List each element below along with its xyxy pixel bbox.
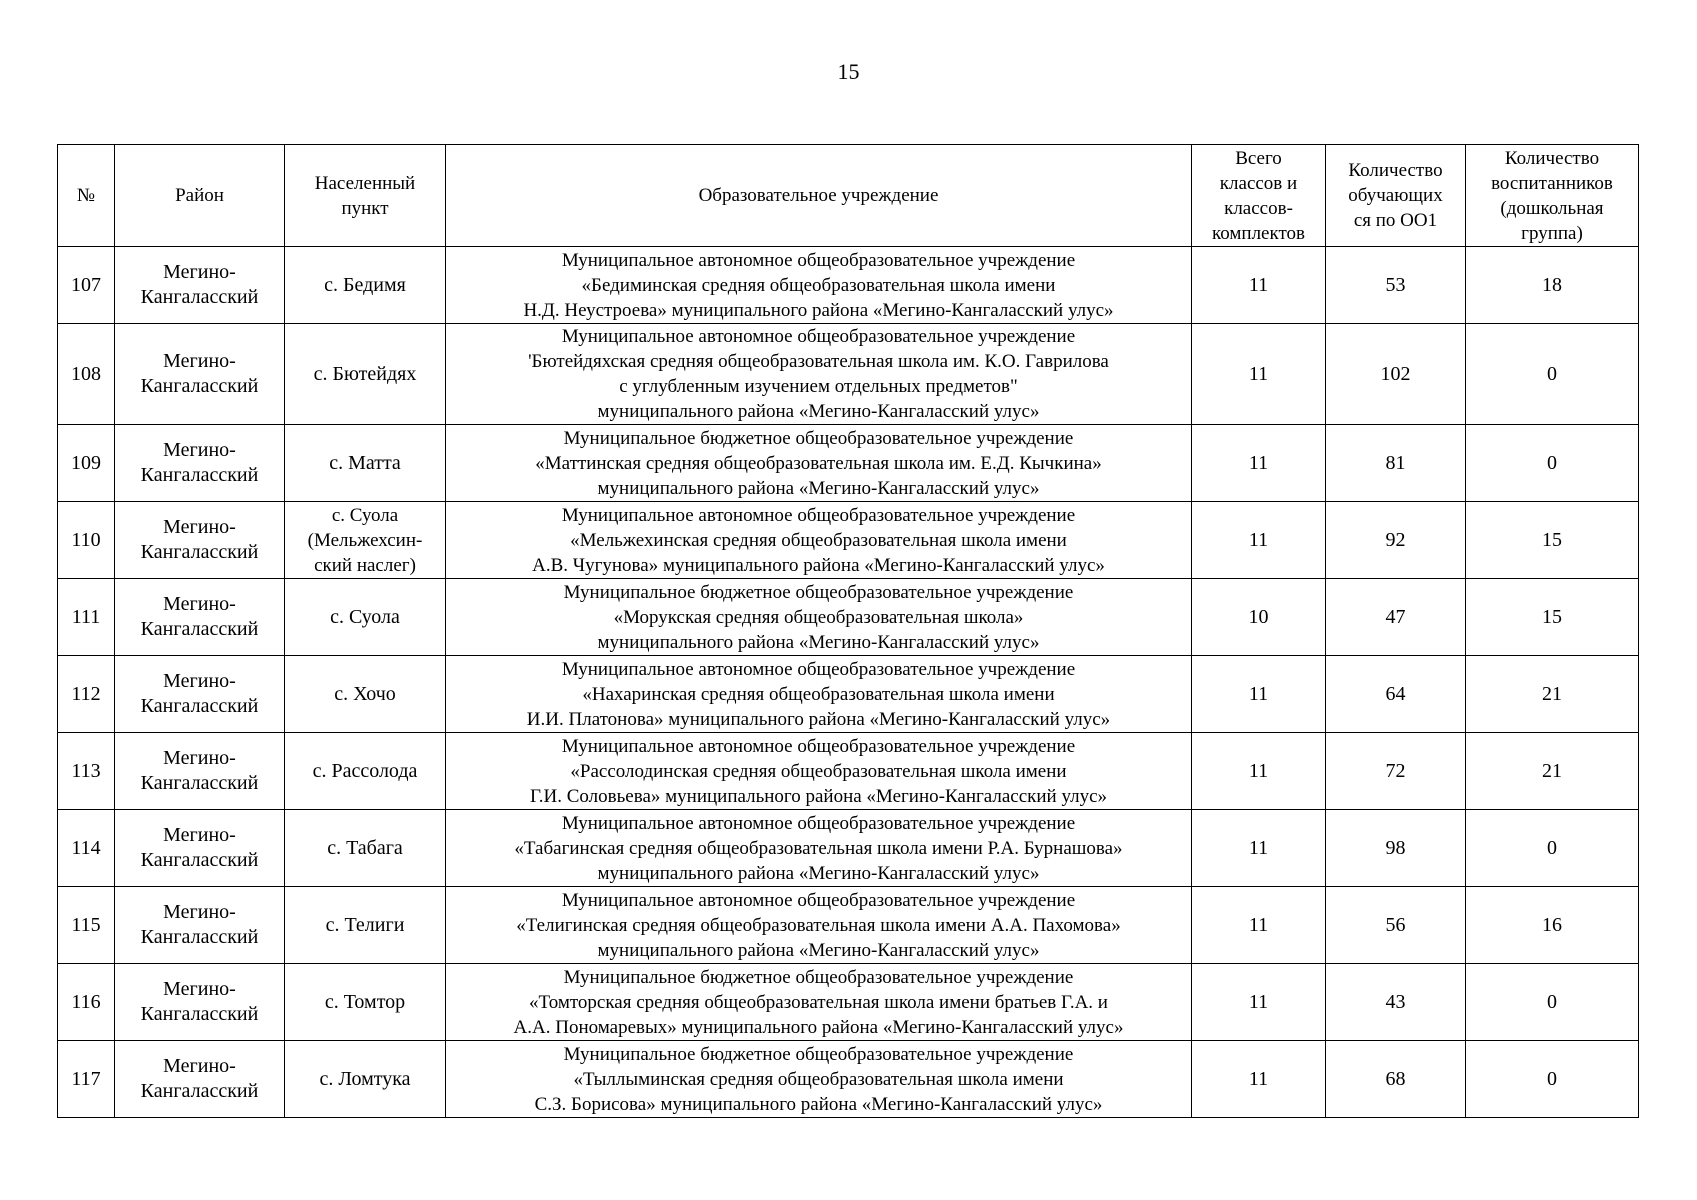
cell-pupils: 0 bbox=[1466, 324, 1639, 425]
text-line: Муниципальное автономное общеобразовательное учреждение bbox=[561, 812, 1076, 834]
text-line: Кангаласский bbox=[140, 1080, 259, 1102]
text-line: Муниципальное автономное общеобразовательное учреждение bbox=[561, 889, 1076, 911]
cell-students: 102 bbox=[1326, 324, 1466, 425]
text-line: Количество bbox=[1504, 147, 1600, 169]
cell-settlement bbox=[285, 964, 446, 1041]
cell-pupils: 21 bbox=[1466, 656, 1639, 733]
text-line: Муниципальное автономное общеобразовательное учреждение bbox=[561, 326, 1076, 347]
cell-district bbox=[115, 502, 285, 579]
text-line: А.А. Пономаревых» муниципального района «Мегино-Кангаласский улус» bbox=[513, 1016, 1124, 1038]
header-settlement bbox=[285, 145, 446, 247]
page-number: 15 bbox=[837, 59, 860, 84]
header-district: Район bbox=[115, 145, 285, 247]
text-line: «Рассолодинская средняя общеобразовательная школа имени bbox=[570, 760, 1067, 782]
text-line: комплектов bbox=[1211, 222, 1305, 244]
cell-classes: 11 bbox=[1192, 324, 1326, 425]
table-row bbox=[58, 247, 1639, 324]
header-num: № bbox=[58, 145, 115, 247]
text-line: Мегино- bbox=[163, 978, 236, 1000]
institutions-table bbox=[57, 144, 1639, 1118]
cell-pupils: 0 bbox=[1466, 810, 1639, 887]
text-line: с. Бедимя bbox=[324, 273, 406, 296]
cell-institution bbox=[446, 964, 1192, 1041]
cell-institution bbox=[446, 579, 1192, 656]
text-line: с. Хочо bbox=[334, 682, 396, 705]
text-line: Кангаласский bbox=[140, 695, 259, 717]
cell-district bbox=[115, 810, 285, 887]
text-line: муниципального района «Мегино-Кангаласский улус» bbox=[597, 862, 1040, 884]
text-line: Муниципальное бюджетное общеобразовательное учреждение bbox=[563, 1043, 1074, 1065]
cell-settlement bbox=[285, 656, 446, 733]
text-line: Муниципальное бюджетное общеобразовательное учреждение bbox=[563, 427, 1074, 449]
text-line: Населенный bbox=[314, 172, 416, 194]
text-line: Кангаласский bbox=[140, 464, 259, 486]
cell-classes: 11 bbox=[1192, 502, 1326, 579]
text-line: Мегино- bbox=[163, 747, 236, 769]
text-line: И.И. Платонова» муниципального района «Мегино-Кангаласский улус» bbox=[526, 708, 1111, 730]
table-row bbox=[58, 579, 1639, 656]
text-line: Г.И. Соловьева» муниципального района «Мегино-Кангаласский улус» bbox=[529, 785, 1108, 807]
table-row bbox=[58, 425, 1639, 502]
table-header bbox=[58, 145, 1639, 247]
table-row bbox=[58, 964, 1639, 1041]
cell-num: 108 bbox=[58, 324, 115, 425]
cell-institution bbox=[446, 656, 1192, 733]
cell-num: 112 bbox=[58, 656, 115, 733]
cell-classes: 11 bbox=[1192, 964, 1326, 1041]
text-line: Муниципальное бюджетное общеобразовательное учреждение bbox=[563, 966, 1074, 988]
text-line: ский наслег) bbox=[314, 554, 416, 576]
text-line: с. Ломтука bbox=[319, 1067, 411, 1090]
table-row bbox=[58, 656, 1639, 733]
cell-district bbox=[115, 247, 285, 324]
cell-num: 114 bbox=[58, 810, 115, 887]
cell-settlement bbox=[285, 502, 446, 579]
text-line: Мегино- bbox=[163, 516, 236, 538]
text-line: Муниципальное автономное общеобразовательное учреждение bbox=[561, 658, 1076, 680]
text-line: группа) bbox=[1521, 222, 1583, 244]
text-line: «Табагинская средняя общеобразовательная школа имени Р.А. Бурнашова» bbox=[514, 837, 1123, 859]
cell-classes: 11 bbox=[1192, 656, 1326, 733]
text-line: с. Рассолода bbox=[312, 759, 418, 782]
text-line: С.З. Борисова» муниципального района «Мегино-Кангаласский улус» bbox=[534, 1093, 1103, 1115]
text-line: муниципального района «Мегино-Кангаласский улус» bbox=[597, 631, 1040, 653]
text-line: с. Телиги bbox=[325, 913, 405, 936]
text-line: Кангаласский bbox=[140, 772, 259, 794]
cell-district bbox=[115, 733, 285, 810]
text-line: Количество bbox=[1348, 160, 1443, 181]
text-line: Кангаласский bbox=[140, 926, 259, 948]
cell-pupils: 0 bbox=[1466, 1041, 1639, 1118]
text-line: пункт bbox=[341, 197, 389, 219]
text-line: Кангаласский bbox=[140, 1003, 259, 1025]
text-line: Кангаласский bbox=[140, 849, 259, 871]
text-line: Мегино- bbox=[163, 439, 236, 461]
text-line: Муниципальное бюджетное общеобразовательное учреждение bbox=[563, 581, 1074, 603]
cell-institution bbox=[446, 1041, 1192, 1118]
cell-num: 109 bbox=[58, 425, 115, 502]
cell-settlement bbox=[285, 887, 446, 964]
cell-classes: 10 bbox=[1192, 579, 1326, 656]
cell-district bbox=[115, 579, 285, 656]
text-line: ся по ОО1 bbox=[1353, 210, 1438, 231]
text-line: «Телигинская средняя общеобразовательная школа имени А.А. Пахомова» bbox=[516, 914, 1121, 936]
table-row bbox=[58, 502, 1639, 579]
text-line: Мегино- bbox=[163, 261, 236, 283]
cell-institution bbox=[446, 810, 1192, 887]
cell-num: 110 bbox=[58, 502, 115, 579]
text-line: Кангаласский bbox=[140, 618, 259, 640]
text-line: Мегино- bbox=[163, 593, 236, 615]
cell-institution bbox=[446, 733, 1192, 810]
cell-students: 98 bbox=[1326, 810, 1466, 887]
cell-students: 92 bbox=[1326, 502, 1466, 579]
text-line: с. Томтор bbox=[324, 990, 406, 1013]
text-line: Кангаласский bbox=[140, 286, 259, 308]
text-line: муниципального района «Мегино-Кангаласский улус» bbox=[597, 401, 1040, 422]
cell-num: 107 bbox=[58, 247, 115, 324]
cell-district bbox=[115, 656, 285, 733]
table-row bbox=[58, 733, 1639, 810]
cell-num: 115 bbox=[58, 887, 115, 964]
cell-pupils: 0 bbox=[1466, 425, 1639, 502]
cell-students: 68 bbox=[1326, 1041, 1466, 1118]
text-line: «Морукская средняя общеобразовательная школа» bbox=[613, 606, 1024, 628]
cell-institution bbox=[446, 324, 1192, 425]
cell-pupils: 21 bbox=[1466, 733, 1639, 810]
cell-institution bbox=[446, 425, 1192, 502]
cell-settlement bbox=[285, 425, 446, 502]
cell-district bbox=[115, 964, 285, 1041]
text-line: Муниципальное автономное общеобразовательное учреждение bbox=[561, 504, 1076, 526]
text-line: с. Суола bbox=[330, 605, 400, 628]
text-line: А.В. Чугунова» муниципального района «Мегино-Кангаласский улус» bbox=[532, 554, 1105, 576]
header-students bbox=[1326, 145, 1466, 247]
text-line: воспитанников bbox=[1491, 172, 1613, 194]
table-row bbox=[58, 1041, 1639, 1118]
cell-classes: 11 bbox=[1192, 425, 1326, 502]
text-line: Мегино- bbox=[163, 1055, 236, 1077]
table-row bbox=[58, 887, 1639, 964]
cell-students: 81 bbox=[1326, 425, 1466, 502]
cell-pupils: 15 bbox=[1466, 502, 1639, 579]
cell-institution bbox=[446, 247, 1192, 324]
cell-num: 111 bbox=[58, 579, 115, 656]
text-line: (дошкольная bbox=[1500, 197, 1604, 219]
text-line: обучающих bbox=[1348, 185, 1443, 206]
text-line: (Мельжехсин- bbox=[307, 529, 423, 551]
text-line: Мегино- bbox=[163, 670, 236, 692]
cell-classes: 11 bbox=[1192, 247, 1326, 324]
cell-classes: 11 bbox=[1192, 1041, 1326, 1118]
text-line: муниципального района «Мегино-Кангаласский улус» bbox=[597, 477, 1040, 499]
cell-settlement bbox=[285, 1041, 446, 1118]
text-line: «Томторская средняя общеобразовательная школа имени братьев Г.А. и bbox=[529, 991, 1108, 1013]
text-line: Всего bbox=[1235, 147, 1282, 169]
table-body bbox=[58, 247, 1639, 1118]
header-classes bbox=[1192, 145, 1326, 247]
header-row bbox=[58, 145, 1639, 247]
cell-pupils: 0 bbox=[1466, 964, 1639, 1041]
text-line: с. Табага bbox=[327, 836, 403, 859]
text-line: с углубленным изучением отдельных предметов" bbox=[619, 376, 1018, 397]
text-line: с. Бютейдях bbox=[313, 362, 417, 385]
text-line: «Мельжехинская средняя общеобразовательная школа имени bbox=[570, 529, 1067, 551]
cell-students: 47 bbox=[1326, 579, 1466, 656]
cell-classes: 11 bbox=[1192, 733, 1326, 810]
text-line: муниципального района «Мегино-Кангаласский улус» bbox=[597, 939, 1040, 961]
text-line: Муниципальное автономное общеобразовательное учреждение bbox=[561, 735, 1076, 757]
text-line: Муниципальное автономное общеобразовательное учреждение bbox=[561, 249, 1076, 271]
cell-pupils: 16 bbox=[1466, 887, 1639, 964]
text-line: Н.Д. Неустроева» муниципального района «Мегино-Кангаласский улус» bbox=[523, 299, 1114, 321]
cell-students: 53 bbox=[1326, 247, 1466, 324]
text-line: Мегино- bbox=[163, 824, 236, 846]
text-line: Мегино- bbox=[163, 901, 236, 923]
cell-settlement bbox=[285, 324, 446, 425]
text-line: 'Бютейдяхская средняя общеобразовательная школа им. К.О. Гаврилова bbox=[528, 351, 1109, 372]
cell-settlement bbox=[285, 810, 446, 887]
cell-district bbox=[115, 324, 285, 425]
cell-num: 116 bbox=[58, 964, 115, 1041]
text-line: классов и bbox=[1219, 172, 1298, 194]
text-line: «Маттинская средняя общеобразовательная школа им. Е.Д. Кычкина» bbox=[535, 452, 1102, 474]
table-row bbox=[58, 810, 1639, 887]
text-line: «Тыллыминская средняя общеобразовательная школа имени bbox=[573, 1068, 1064, 1090]
cell-pupils: 15 bbox=[1466, 579, 1639, 656]
text-line: Мегино- bbox=[163, 350, 236, 372]
cell-district bbox=[115, 425, 285, 502]
cell-students: 64 bbox=[1326, 656, 1466, 733]
text-line: «Нахаринская средняя общеобразовательная школа имени bbox=[582, 683, 1055, 705]
cell-settlement bbox=[285, 733, 446, 810]
cell-classes: 11 bbox=[1192, 810, 1326, 887]
cell-num: 117 bbox=[58, 1041, 115, 1118]
text-line: с. Матта bbox=[329, 451, 401, 474]
header-pupils bbox=[1466, 145, 1639, 247]
cell-num: 113 bbox=[58, 733, 115, 810]
cell-students: 56 bbox=[1326, 887, 1466, 964]
text-line: с. Суола bbox=[331, 504, 399, 526]
cell-settlement bbox=[285, 579, 446, 656]
cell-district bbox=[115, 887, 285, 964]
text-line: классов- bbox=[1224, 197, 1293, 219]
cell-district bbox=[115, 1041, 285, 1118]
table-row bbox=[58, 324, 1639, 425]
text-line: «Бедиминская средняя общеобразовательная школа имени bbox=[581, 274, 1056, 296]
cell-settlement bbox=[285, 247, 446, 324]
cell-pupils: 18 bbox=[1466, 247, 1639, 324]
cell-institution bbox=[446, 887, 1192, 964]
cell-institution bbox=[446, 502, 1192, 579]
header-institution: Образовательное учреждение bbox=[446, 145, 1192, 247]
text-line: Кангаласский bbox=[140, 375, 259, 397]
cell-students: 72 bbox=[1326, 733, 1466, 810]
cell-students: 43 bbox=[1326, 964, 1466, 1041]
text-line: Кангаласский bbox=[140, 541, 259, 563]
cell-classes: 11 bbox=[1192, 887, 1326, 964]
